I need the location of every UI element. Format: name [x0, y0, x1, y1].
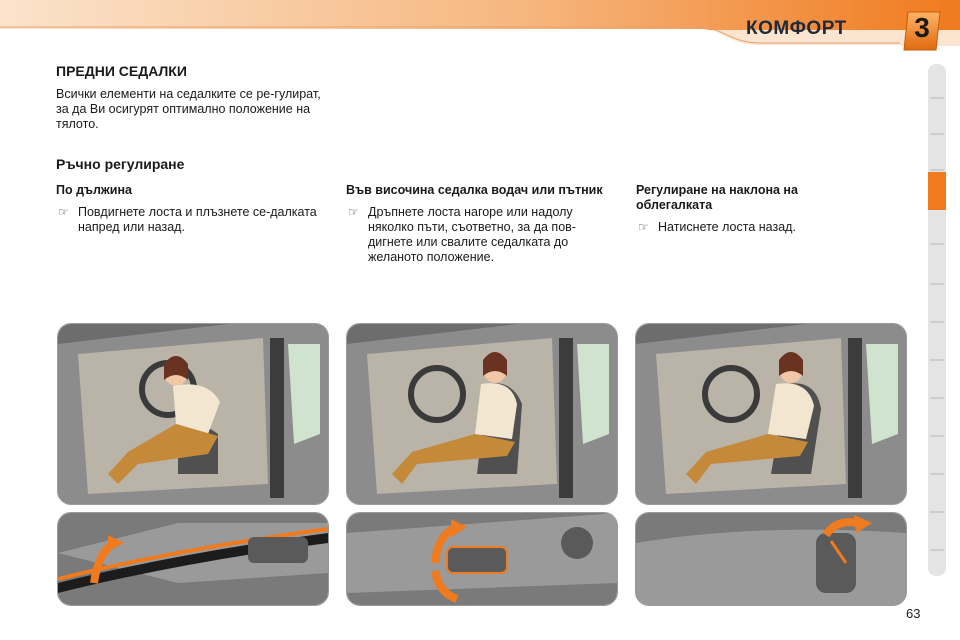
height-lever-closeup-photo	[346, 512, 618, 606]
column-heading: Във височина седалка водач или пътник	[346, 183, 603, 197]
column-heading: Регулиране на наклона на облегалката	[636, 183, 798, 212]
pointing-hand-icon: ☞	[58, 205, 69, 219]
chapter-tab-bar	[928, 64, 946, 576]
pointing-hand-icon: ☞	[638, 220, 649, 234]
instruction-text: Дръпнете лоста нагоре или надолу няколко пъти, съответно, за да пов-дигнете или свалите седалката до желаното положение.	[368, 205, 576, 264]
column-recline	[636, 183, 876, 235]
intro-paragraph: Всички елементи на седалките се ре-гулират, за да Ви осигурят оптимално положение на тялото.	[56, 87, 321, 131]
instruction-item	[636, 220, 876, 235]
instruction-item	[56, 205, 328, 235]
instruction-text: Натиснете лоста назад.	[658, 220, 796, 234]
subsection-title: Ръчно регулиране	[56, 156, 185, 172]
chapter-title: КОМФОРТ	[746, 18, 847, 39]
page-number: 63	[906, 606, 921, 621]
chapter-number: 3	[914, 12, 930, 43]
recline-lever-closeup-photo	[635, 512, 907, 606]
column-heading: По дължина	[56, 183, 132, 197]
pointing-hand-icon: ☞	[348, 205, 359, 219]
instruction-item	[346, 205, 618, 265]
driver-seat-recline-photo	[635, 323, 907, 505]
driver-seat-height-photo	[346, 323, 618, 505]
column-length	[56, 183, 328, 235]
section-title: ПРЕДНИ СЕДАЛКИ	[56, 63, 187, 79]
driver-seat-length-photo	[57, 323, 329, 505]
length-lever-closeup-photo	[57, 512, 329, 606]
instruction-text: Повдигнете лоста и плъзнете се-далката напред или назад.	[78, 205, 317, 234]
column-height	[346, 183, 618, 265]
